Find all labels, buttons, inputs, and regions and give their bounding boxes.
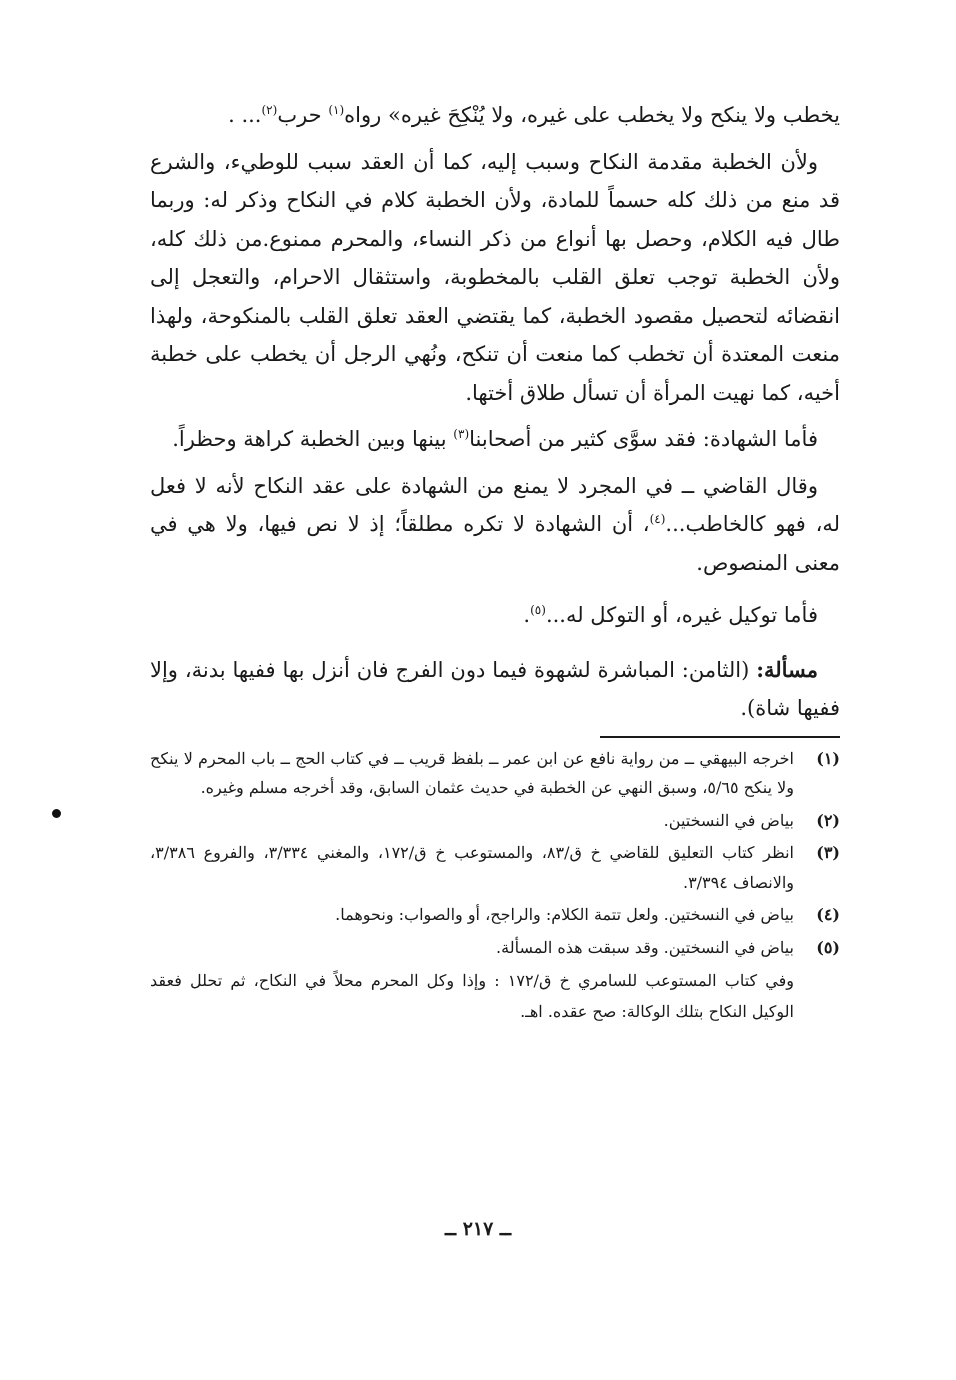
paragraph-4: وقال القاضي ــ في المجرد لا يمنع من الشهادة على عقد النكاح لأنه لا فعل له، فهو كالخاطب...$^{(٤)}$، أن الشهادة لا تكره مطلقاً؛ إذ لا نص فيها، ولا هي في معنى المنصوص.	[150, 473, 841, 575]
paragraph-3: فأما الشهادة: فقد سوَّى كثير من أصحابنا$^{(٣)}$ بينها وبين الخطبة كراهة وحظراً.	[172, 427, 818, 451]
footnote-separator	[600, 736, 840, 738]
footnote-ref-2[interactable]: (٢)	[261, 103, 278, 117]
paragraph-2: ولأن الخطبة مقدمة النكاح وسبب إليه، كما أن العقد سبب للوطيء، والشرع قد منع من ذلك كله حسماً للمادة، ولأن الخطبة كلام في النكاح وذكر له: وربما طال فيه الكلام، وحصل بها أنواع من ذكر النساء، والمحرم ممنوع.من ذلك كله، ولأن الخطبة توجب تعلق القلب بالمخطوبة، واستثقال الاحرام، والتعجل إلى انقضائه لتحصيل مقصود الخطبة، كما يقتضي العقد تعلق القلب بالمنكوحة، ولهذا منعت المعتدة أن تخطب كما منعت أن تنكح، ونُهي الرجل أن يخطب على خطبة أخيه، كما نهيت المرأة أن تسأل طلاق أختها.	[150, 149, 840, 405]
issue-heading: مسألة:	[756, 656, 818, 682]
page-content	[150, 96, 840, 1027]
footnote-1: (١) اخرجه البيهقي ــ من رواية نافع عن ابن عمر ــ بلفظ قريب ــ في كتاب الحج ــ باب المحرم لا ينكح ولا ينكح ٥/٦٥، وسبق النهي عن الخطبة في حديث عثمان السابق، وقد أخرجه مسلم وغيره.	[150, 748, 840, 797]
footnote-ref-4[interactable]: (٤)	[649, 512, 666, 526]
footnote-2: (٢) بياض في النسختين.	[663, 810, 840, 830]
page-number: ــ ٢١٧ ــ	[444, 1218, 512, 1240]
main-text	[150, 96, 840, 728]
footnote-5-continuation: وفي كتاب المستوعب للسامري خ ق/١٧٢ : وإذا وكل المحرم محلاً في النكاح، ثم تحلل فعقد الوكيل النكاح بتلك الوكالة: صح عقده. اهـ.	[150, 971, 795, 1021]
footnote-5: (٥) بياض في النسختين. وقد سبقت هذه المسألة.	[496, 937, 840, 957]
footnote-ref-5[interactable]: (٥)	[530, 603, 546, 617]
paragraph-6: مسألة: (الثامن: المباشرة لشهوة فيما دون الفرج فان أنزل بها ففيها بدنة، وإلا ففيها شاة).	[150, 656, 840, 720]
paragraph-1: يخطب ولا ينكح ولا يخطب على غيره، ولا يُنْكِحَ غيره» رواه$^{(١)}$ حرب$^{(٢)}$... .	[228, 103, 840, 127]
paragraph-5: فأما توكيل غيره، أو التوكل له...$^{(٥)}$.	[523, 603, 818, 627]
margin-dot	[52, 809, 61, 818]
footnote-3: (٣) انظر كتاب التعليق للقاضي خ ق/٨٣، والمستوعب خ ق/١٧٢، والمغني ٣/٣٣٤، والفروع ٣/٣٨٦، والانصاف ٣/٣٩٤.	[150, 843, 840, 892]
footnote-ref-1[interactable]: (١)	[328, 103, 345, 117]
footnote-ref-3[interactable]: (٣)	[453, 427, 470, 441]
footnote-4: (٤) بياض في النسختين. ولعل تتمة الكلام: والراجح، أو والصواب: ونحوهما.	[335, 905, 840, 924]
footnotes-list	[150, 744, 840, 963]
